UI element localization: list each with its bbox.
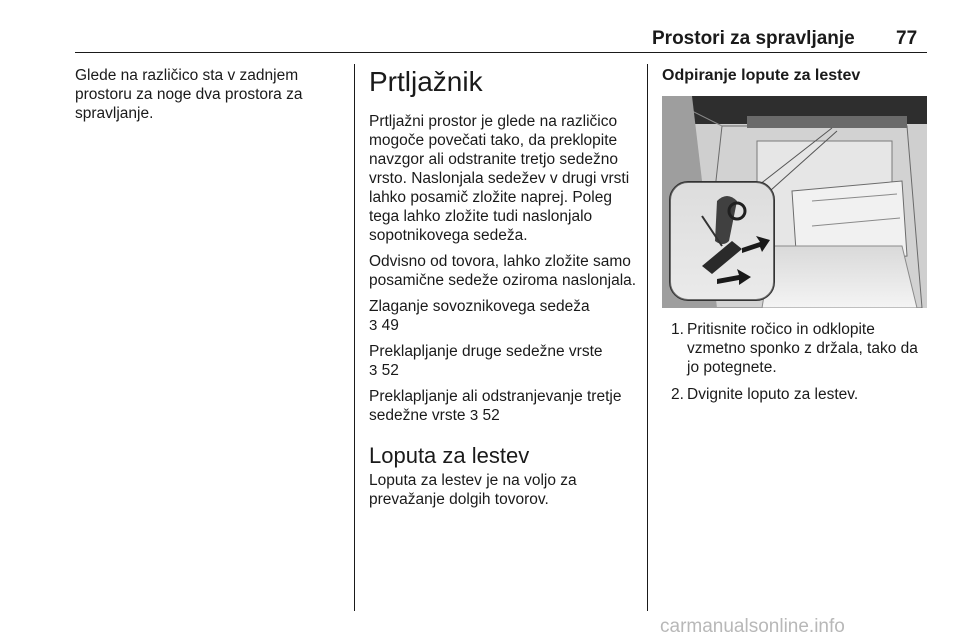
step-number: 2.	[671, 386, 684, 403]
storage-paragraph: Glede na različico sta v zadnjem prostoru za noge dva prostora za spravljanje.	[75, 67, 303, 122]
column-divider-left	[354, 64, 355, 611]
instruction-steps	[662, 320, 927, 404]
cross-reference-text: Preklapljanje druge sedežne vrste	[369, 343, 603, 360]
cross-reference-text: Zlaganje sovoznikovega sedeža	[369, 298, 590, 315]
section-heading-luggage: Prtljažnik	[369, 66, 483, 97]
page-title: Prostori za spravljanje	[652, 28, 855, 49]
cross-reference-page[interactable]: 52	[381, 362, 399, 379]
arrow-icon: 3	[469, 407, 479, 424]
cargo-area-illustration	[662, 96, 927, 308]
step-text: Pritisnite ročico in odklopite vzmetno sponko z držala, tako da jo potegnete.	[687, 321, 918, 376]
luggage-paragraph-2: Odvisno od tovora, lahko zložite samo posamične sedeže oziroma naslonjala.	[369, 253, 637, 289]
subheading-ladder-flap: Loputa za lestev	[369, 443, 530, 468]
cross-reference-page[interactable]: 52	[482, 407, 500, 424]
header-rule	[75, 52, 927, 53]
step-number: 1.	[671, 321, 684, 338]
arrow-icon: 3	[369, 362, 378, 379]
cross-reference-text: Preklapljanje ali odstranjevanje tretje sedežne vrste	[369, 388, 622, 424]
arrow-icon: 3	[369, 317, 378, 334]
cross-reference[interactable]	[369, 342, 637, 380]
column-left	[75, 66, 340, 130]
watermark: carmanualsonline.info	[660, 616, 845, 637]
cross-reference[interactable]	[369, 387, 637, 425]
luggage-paragraph-1: Prtljažni prostor je glede na različico mogoče povečati tako, da preklopite navzgor ali odstranite tretjo sedežno vrsto. Naslonjala sedežev v drugi vrsti lahko posamič zložite naprej. Poleg tega lahko zložite tudi naslonjalo sopotnikovega sedeža.	[369, 113, 630, 244]
step-text: Dvignite loputo za lestev.	[687, 386, 859, 403]
column-divider-right	[647, 64, 648, 611]
column-right	[662, 66, 927, 412]
column-middle	[369, 66, 637, 516]
cross-reference-page[interactable]: 49	[381, 317, 399, 334]
page-number: 77	[896, 28, 918, 49]
cross-reference[interactable]	[369, 297, 637, 335]
list-item	[662, 320, 927, 377]
list-item	[662, 385, 927, 404]
ladder-flap-paragraph: Loputa za lestev je na voljo za prevažanje dolgih tovorov.	[369, 472, 577, 508]
cargo-area-drawing	[662, 96, 927, 308]
subheading-opening-ladder-flap: Odpiranje lopute za lestev	[662, 67, 861, 84]
